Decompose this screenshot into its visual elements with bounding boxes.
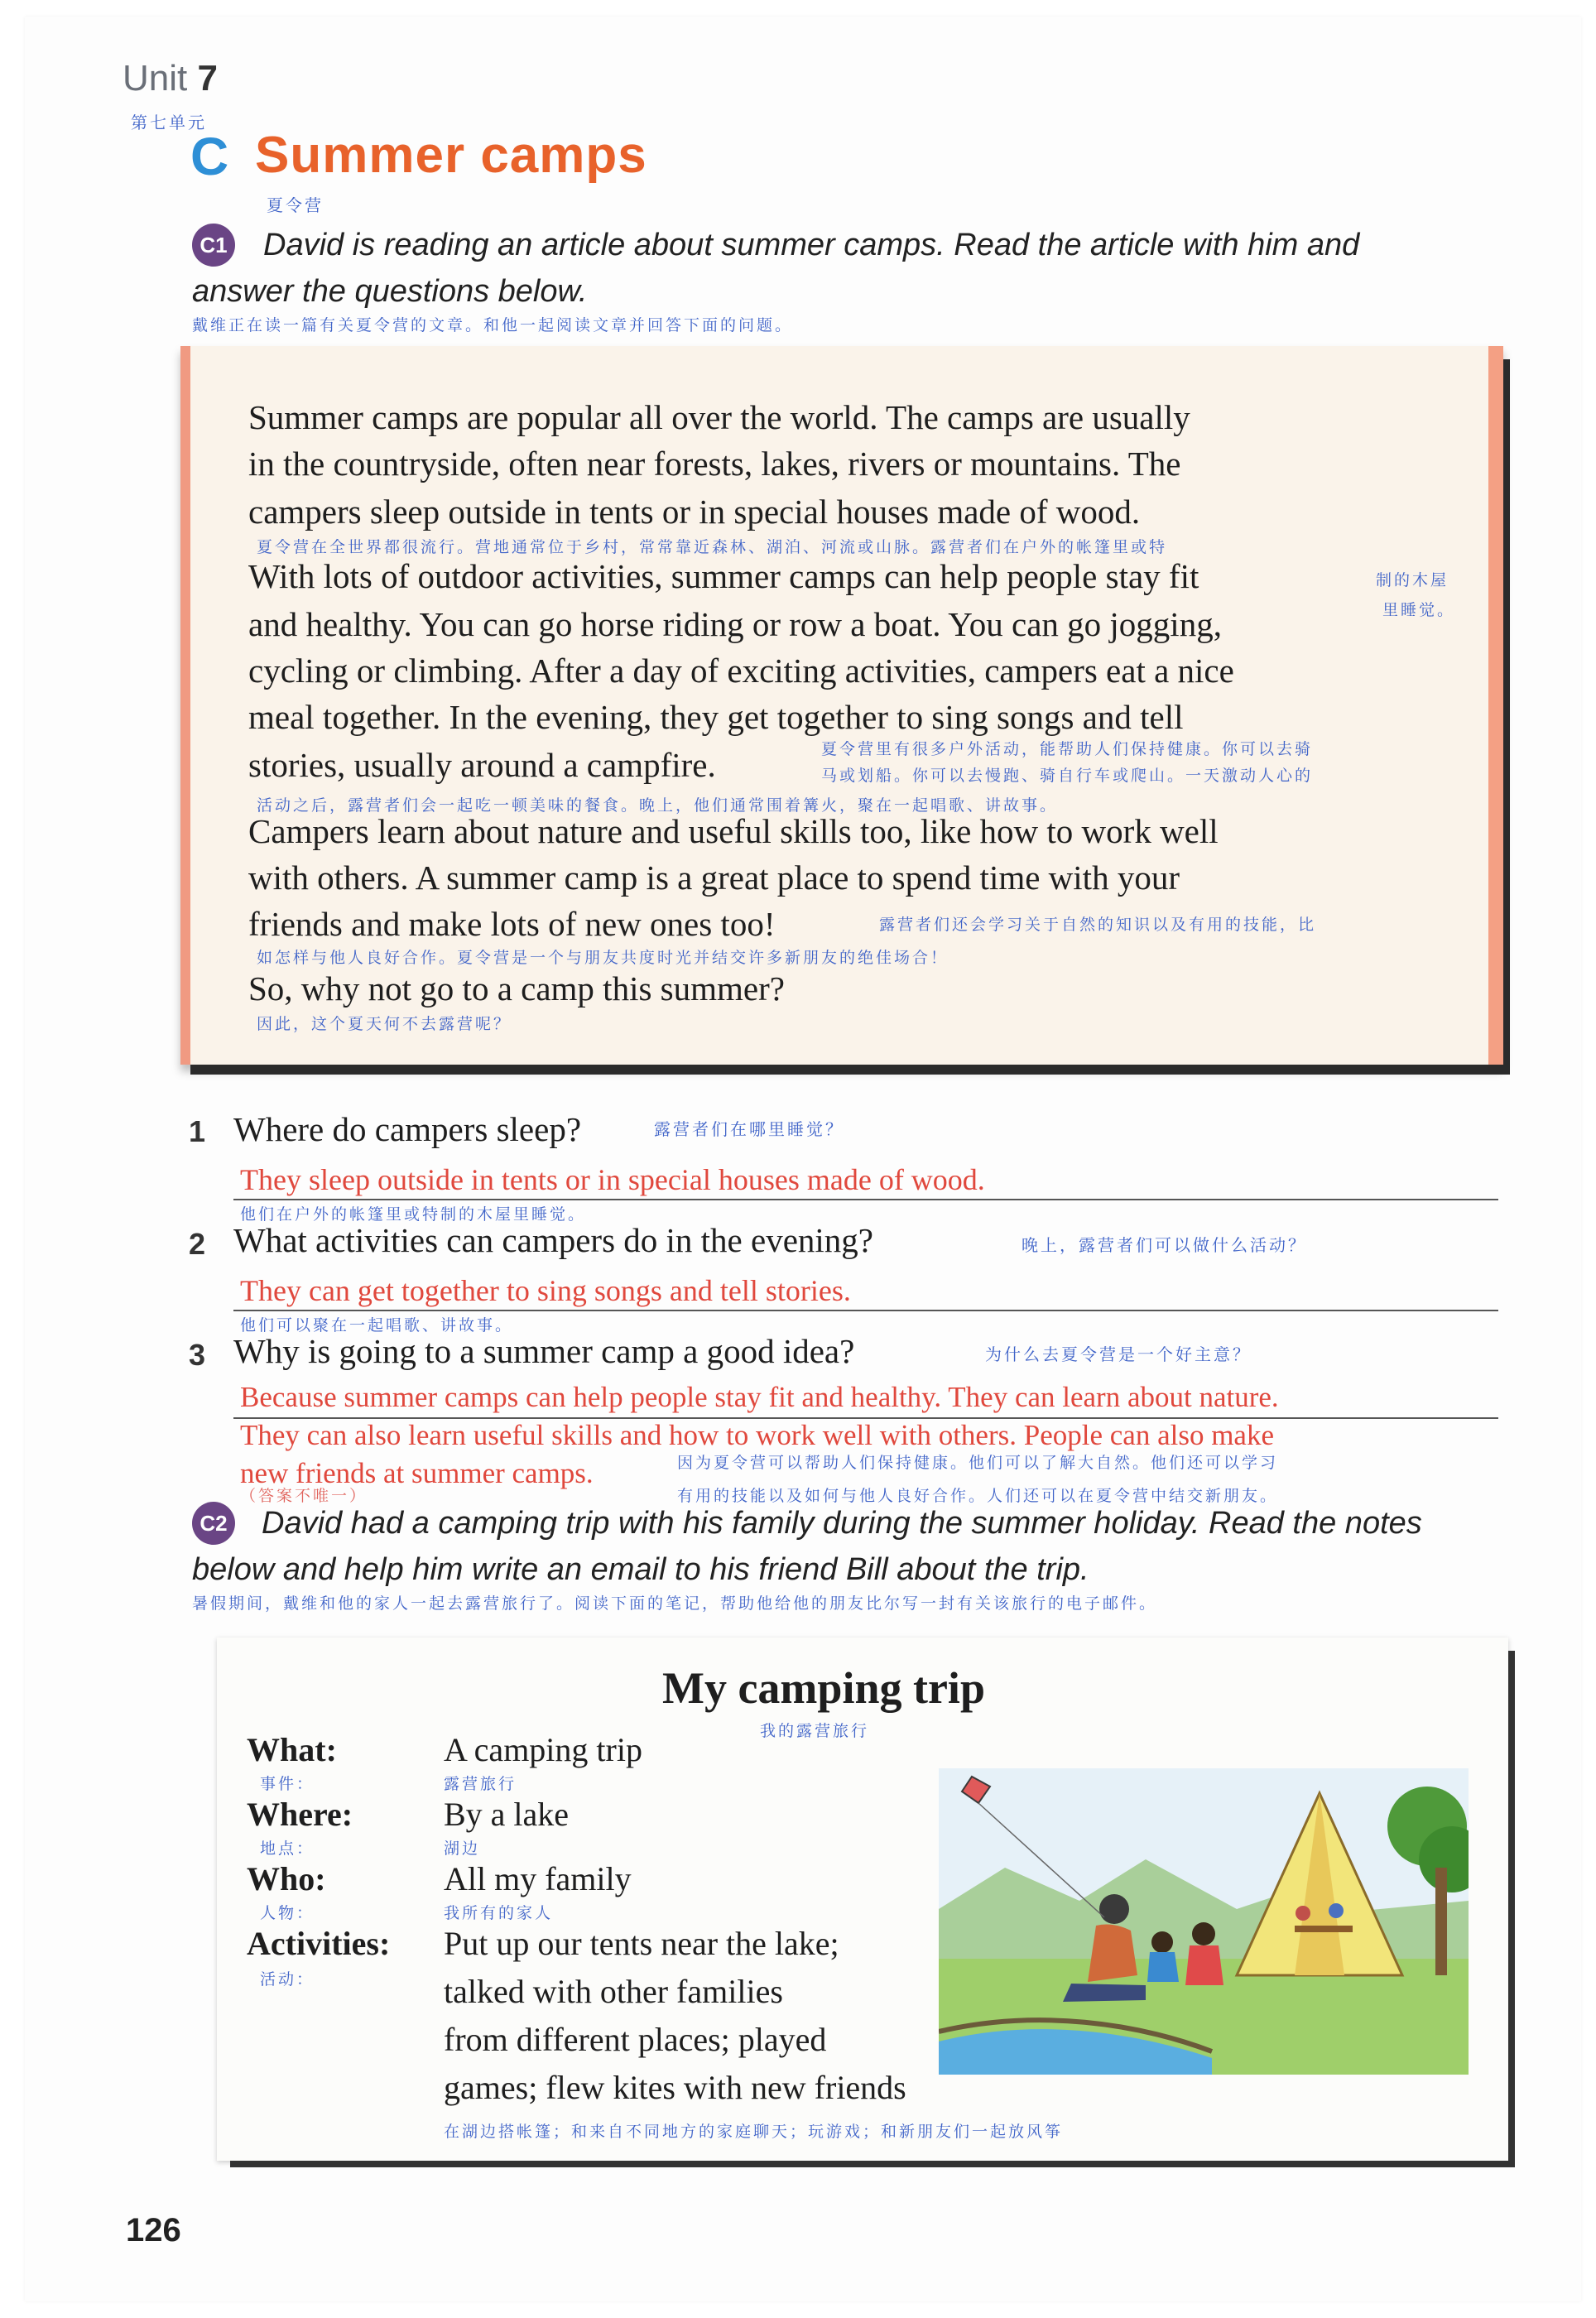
child xyxy=(1151,1931,1173,1953)
answer-cn: 有用的技能以及如何与他人良好合作。人们还可以在夏令营中结交新朋友。 xyxy=(677,1487,1279,1505)
section-letter: C xyxy=(190,127,229,186)
question-text: Why is going to a summer camp a good idea? xyxy=(233,1332,855,1370)
article-line: campers sleep outside in tents or in special houses made of wood. xyxy=(248,493,1141,531)
article-line: with others. A summer camp is a great place to spend time with your xyxy=(248,858,1180,897)
section-title: Summer camps xyxy=(255,127,647,184)
value-cn: 湖边 xyxy=(444,1839,481,1858)
article-line: friends and make lots of new ones too! xyxy=(248,905,776,943)
article-cn-note: 马或划船。你可以去慢跑、骑自行车或爬山。一天激动人心的 xyxy=(821,767,1314,785)
father xyxy=(1099,1894,1129,1924)
article-line: cycling or climbing. After a day of exciting activities, campers eat a nice xyxy=(248,652,1234,690)
c1-instruction-line2: answer the questions below. xyxy=(192,274,588,309)
father xyxy=(1088,1924,1137,1982)
c1-badge: C1 xyxy=(192,224,235,267)
article-line: and healthy. You can go horse riding or row a boat. You can go jogging, xyxy=(248,605,1222,643)
camper xyxy=(1329,1903,1344,1918)
label-cn: 事件： xyxy=(260,1775,315,1793)
card-title: My camping trip xyxy=(662,1663,985,1713)
answer-text[interactable]: They can also learn useful skills and how to work well with others. People can also make xyxy=(240,1419,1274,1451)
section-title-cn: 夏令营 xyxy=(267,195,324,215)
unit-cn: 第七单元 xyxy=(131,113,207,132)
mother xyxy=(1192,1922,1215,1945)
article-cn-note: 活动之后，露营者们会一起吃一顿美味的餐食。晚上，他们通常围着篝火，聚在一起唱歌、讲故事。 xyxy=(257,796,1059,815)
label-cn: 活动： xyxy=(260,1970,315,1989)
c2-instruction-line2: below and help him write an email to his friend Bill about the trip. xyxy=(192,1552,1089,1587)
c2-instruction-line1: David had a camping trip with his family during the summer holiday. Read the notes xyxy=(262,1506,1422,1541)
picnic-table xyxy=(1295,1926,1353,1932)
article-line: stories, usually around a campfire. xyxy=(248,746,716,784)
label-cn: 人物： xyxy=(260,1904,315,1922)
value-cn: 露营旅行 xyxy=(444,1775,517,1793)
article-cn-note: 夏令营在全世界都很流行。营地通常位于乡村，常常靠近森林、湖泊、河流或山脉。露营者们在户外的帐篷里或特 xyxy=(257,538,1168,556)
camper xyxy=(1296,1906,1310,1921)
value-who: All my family xyxy=(444,1860,632,1897)
camping-illustration xyxy=(939,1768,1469,2075)
question-cn: 为什么去夏令营是一个好主意？ xyxy=(985,1344,1252,1364)
article-line: Summer camps are popular all over the world. The camps are usually xyxy=(248,398,1190,436)
mother xyxy=(1185,1945,1223,1985)
answer-text[interactable]: They can get together to sing songs and tell stories. xyxy=(240,1274,851,1307)
unit-label xyxy=(123,58,218,99)
question-text: What activities can campers do in the evening? xyxy=(233,1221,873,1259)
article-cn-note: 制的木屋 xyxy=(1376,571,1449,589)
unit-number: 7 xyxy=(197,58,218,99)
answer-cn: 他们在户外的帐篷里或特制的木屋里睡觉。 xyxy=(240,1205,587,1224)
child xyxy=(1147,1952,1179,1982)
question-number: 2 xyxy=(189,1227,206,1261)
value-cn: 我所有的家人 xyxy=(444,1904,554,1922)
value-where: By a lake xyxy=(444,1796,570,1833)
question-cn: 露营者们在哪里睡觉？ xyxy=(654,1119,844,1139)
article-cn-note: 露营者们还会学习关于自然的知识以及有用的技能，比 xyxy=(879,916,1317,934)
article-line: So, why not go to a camp this summer? xyxy=(248,969,785,1008)
article-line: meal together. In the evening, they get together to sing songs and tell xyxy=(248,698,1184,736)
question-cn: 晚上，露营者们可以做什么活动？ xyxy=(1022,1235,1307,1255)
activities-line: games; flew kites with new friends xyxy=(444,2069,906,2106)
label-cn: 地点： xyxy=(260,1839,315,1858)
article-cn-note: 因此，这个夏天何不去露营呢？ xyxy=(257,1015,512,1033)
c2-instruction-cn: 暑假期间，戴维和他的家人一起去露营旅行了。阅读下面的笔记，帮助他给他的朋友比尔写一封有关该旅行的电子邮件。 xyxy=(192,1594,1158,1613)
answer-line xyxy=(233,1199,1498,1200)
page-number: 126 xyxy=(126,2212,181,2248)
question-number: 1 xyxy=(189,1114,206,1148)
label-where: Where: xyxy=(247,1796,353,1833)
answer-cn: 他们可以聚在一起唱歌、讲故事。 xyxy=(240,1316,514,1335)
answer-note: （答案不唯一） xyxy=(240,1487,368,1505)
c2-badge: C2 xyxy=(192,1502,235,1545)
activities-cn: 在湖边搭帐篷；和来自不同地方的家庭聊天；玩游戏；和新朋友们一起放风筝 xyxy=(444,2123,1064,2141)
article-cn-note: 里睡觉。 xyxy=(1382,601,1456,619)
answer-cn: 因为夏令营可以帮助人们保持健康。他们可以了解大自然。他们还可以学习 xyxy=(677,1454,1279,1472)
answer-line xyxy=(233,1310,1498,1311)
activities-line: talked with other families xyxy=(444,1973,783,2010)
tree-trunk xyxy=(1435,1868,1447,1975)
answer-text[interactable]: They sleep outside in tents or in special houses made of wood. xyxy=(240,1163,985,1196)
c1-instruction-line1: David is reading an article about summer camps. Read the article with him and xyxy=(263,228,1360,262)
article-line: in the countryside, often near forests, lakes, rivers or mountains. The xyxy=(248,445,1181,483)
article-line: Campers learn about nature and useful skills too, like how to work well xyxy=(248,812,1219,850)
activities-line: Put up our tents near the lake; xyxy=(444,1925,839,1962)
value-what: A camping trip xyxy=(444,1731,642,1768)
label-activities: Activities: xyxy=(247,1925,391,1962)
father xyxy=(1063,1984,1146,2002)
label-what: What: xyxy=(247,1731,337,1768)
question-number: 3 xyxy=(189,1338,206,1372)
card-title-cn: 我的露营旅行 xyxy=(760,1722,870,1740)
article-cn-note: 如怎样与他人良好合作。夏令营是一个与朋友共度时光并结交许多新朋友的绝佳场合！ xyxy=(257,949,949,967)
c1-instruction-cn: 戴维正在读一篇有关夏令营的文章。和他一起阅读文章并回答下面的问题。 xyxy=(192,316,794,334)
unit-word: Unit xyxy=(123,58,188,99)
label-who: Who: xyxy=(247,1860,326,1897)
answer-text[interactable]: Because summer camps can help people stay fit and healthy. They can learn about nature. xyxy=(240,1381,1279,1413)
article-cn-note: 夏令营里有很多户外活动，能帮助人们保持健康。你可以去骑 xyxy=(821,740,1314,758)
activities-line: from different places; played xyxy=(444,2021,827,2058)
answer-text[interactable]: new friends at summer camps. xyxy=(240,1457,594,1489)
article-line: With lots of outdoor activities, summer camps can help people stay fit xyxy=(248,557,1199,595)
question-text: Where do campers sleep? xyxy=(233,1110,582,1148)
